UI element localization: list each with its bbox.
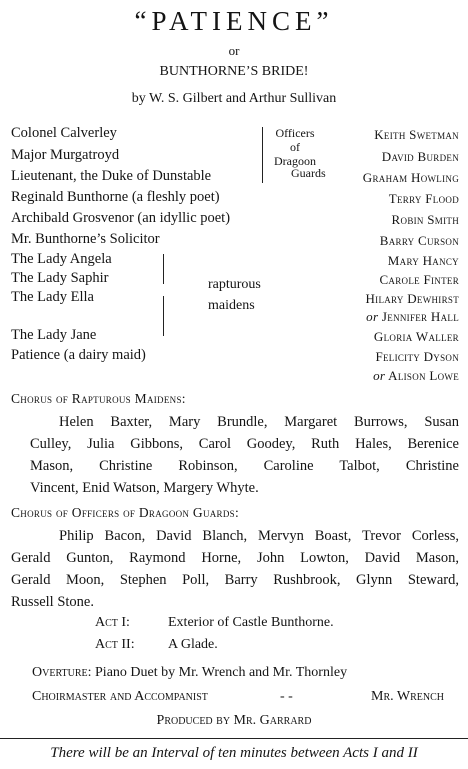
cast-role: Archibald Grosvenor (an idyllic poet) xyxy=(11,210,231,226)
act-one: Act I: xyxy=(95,615,130,630)
chorus-maidens-heading: Chorus of Rapturous Maidens: xyxy=(11,391,186,406)
chorus-maidens-line: Vincent, Enid Watson, Margery Whyte. xyxy=(30,480,259,496)
cast-actor: Gloria Waller xyxy=(373,329,459,344)
cast-actor-alternate: or Jennifer Hall xyxy=(366,309,459,324)
cast-role: The Lady Jane xyxy=(11,327,97,343)
chorus-officers-line: Gerald Moon, Stephen Poll, Barry Rushbrook, Glynn Steward, xyxy=(11,572,459,588)
chorus-maidens-line: Mason, Christine Robinson, Caroline Talbot, Christine xyxy=(30,458,459,474)
cast-role: Major Murgatroyd xyxy=(11,147,120,163)
cast-role: Patience (a dairy maid) xyxy=(11,347,146,363)
maidens-bracket-lower xyxy=(163,296,164,336)
title-or: or xyxy=(228,43,240,58)
authors-line: by W. S. Gilbert and Arthur Sullivan xyxy=(131,91,337,106)
cast-actor: Terry Flood xyxy=(388,191,459,206)
chorus-officers-heading: Chorus of Officers of Dragoon Guards: xyxy=(11,505,240,520)
cast-role: Mr. Bunthorne’s Solicitor xyxy=(11,231,160,247)
show-subtitle: BUNTHORNE’S BRIDE! xyxy=(159,64,309,79)
chorus-maidens-line: Helen Baxter, Mary Brundle, Margaret Burrows, Susan xyxy=(59,414,459,430)
act-one-setting: Exterior of Castle Bunthorne. xyxy=(168,615,334,630)
cast-actor: Graham Howling xyxy=(362,170,459,185)
chorus-maidens-line: Culley, Julia Gibbons, Carol Goodey, Ruth Hales, Berenice xyxy=(30,436,459,452)
chorus-officers-line: Russell Stone. xyxy=(11,594,94,610)
cast-actor: Felicity Dyson xyxy=(375,349,459,364)
choirmaster-dashes: - - xyxy=(280,689,293,704)
officers-group-label-guards: Guards xyxy=(291,166,326,180)
interval-notice: There will be an Interval of ten minutes between Acts I and II xyxy=(50,745,418,761)
cast-actor: Mary Hancy xyxy=(387,253,459,268)
cast-actor-alternate: or Alison Lowe xyxy=(373,368,459,383)
divider-rule xyxy=(0,738,468,739)
cast-actor: Carole Finter xyxy=(379,272,459,287)
cast-actor: David Burden xyxy=(381,149,459,164)
choirmaster-label: Choirmaster and Accompanist xyxy=(32,689,208,704)
officers-group-label: Officers of Dragoon xyxy=(274,126,316,168)
cast-role: Colonel Calverley xyxy=(11,125,117,141)
cast-actor: Robin Smith xyxy=(391,212,459,227)
chorus-officers-line: Philip Bacon, David Blanch, Mervyn Boast, Trevor Corless, xyxy=(59,528,459,544)
cast-role: The Lady Saphir xyxy=(11,270,109,286)
show-title: “PATIENCE” xyxy=(134,6,334,36)
maidens-bracket-upper xyxy=(163,254,164,284)
choirmaster-name: Mr. Wrench xyxy=(371,689,444,704)
act-two-setting: A Glade. xyxy=(168,637,218,652)
cast-role: Lieutenant, the Duke of Dunstable xyxy=(11,168,212,184)
officers-bracket-left xyxy=(262,127,263,183)
cast-actor: Barry Curson xyxy=(379,233,459,248)
cast-role: The Lady Angela xyxy=(11,251,112,267)
cast-role: The Lady Ella xyxy=(11,289,94,305)
cast-actor: Keith Swetman xyxy=(374,127,459,142)
chorus-officers-line: Gerald Gunton, Raymond Horne, John Lowton, David Mason, xyxy=(11,550,459,566)
cast-actor: Hilary Dewhirst xyxy=(365,291,459,306)
act-two: Act II: xyxy=(95,637,135,652)
maidens-group-label: rapturous maidens xyxy=(208,277,261,313)
cast-role: Reginald Bunthorne (a fleshly poet) xyxy=(11,189,220,205)
overture-credit: Overture: Piano Duet by Mr. Wrench and Mr. Thornley xyxy=(32,665,348,680)
producer-credit: Produced by Mr. Garrard xyxy=(156,713,312,728)
